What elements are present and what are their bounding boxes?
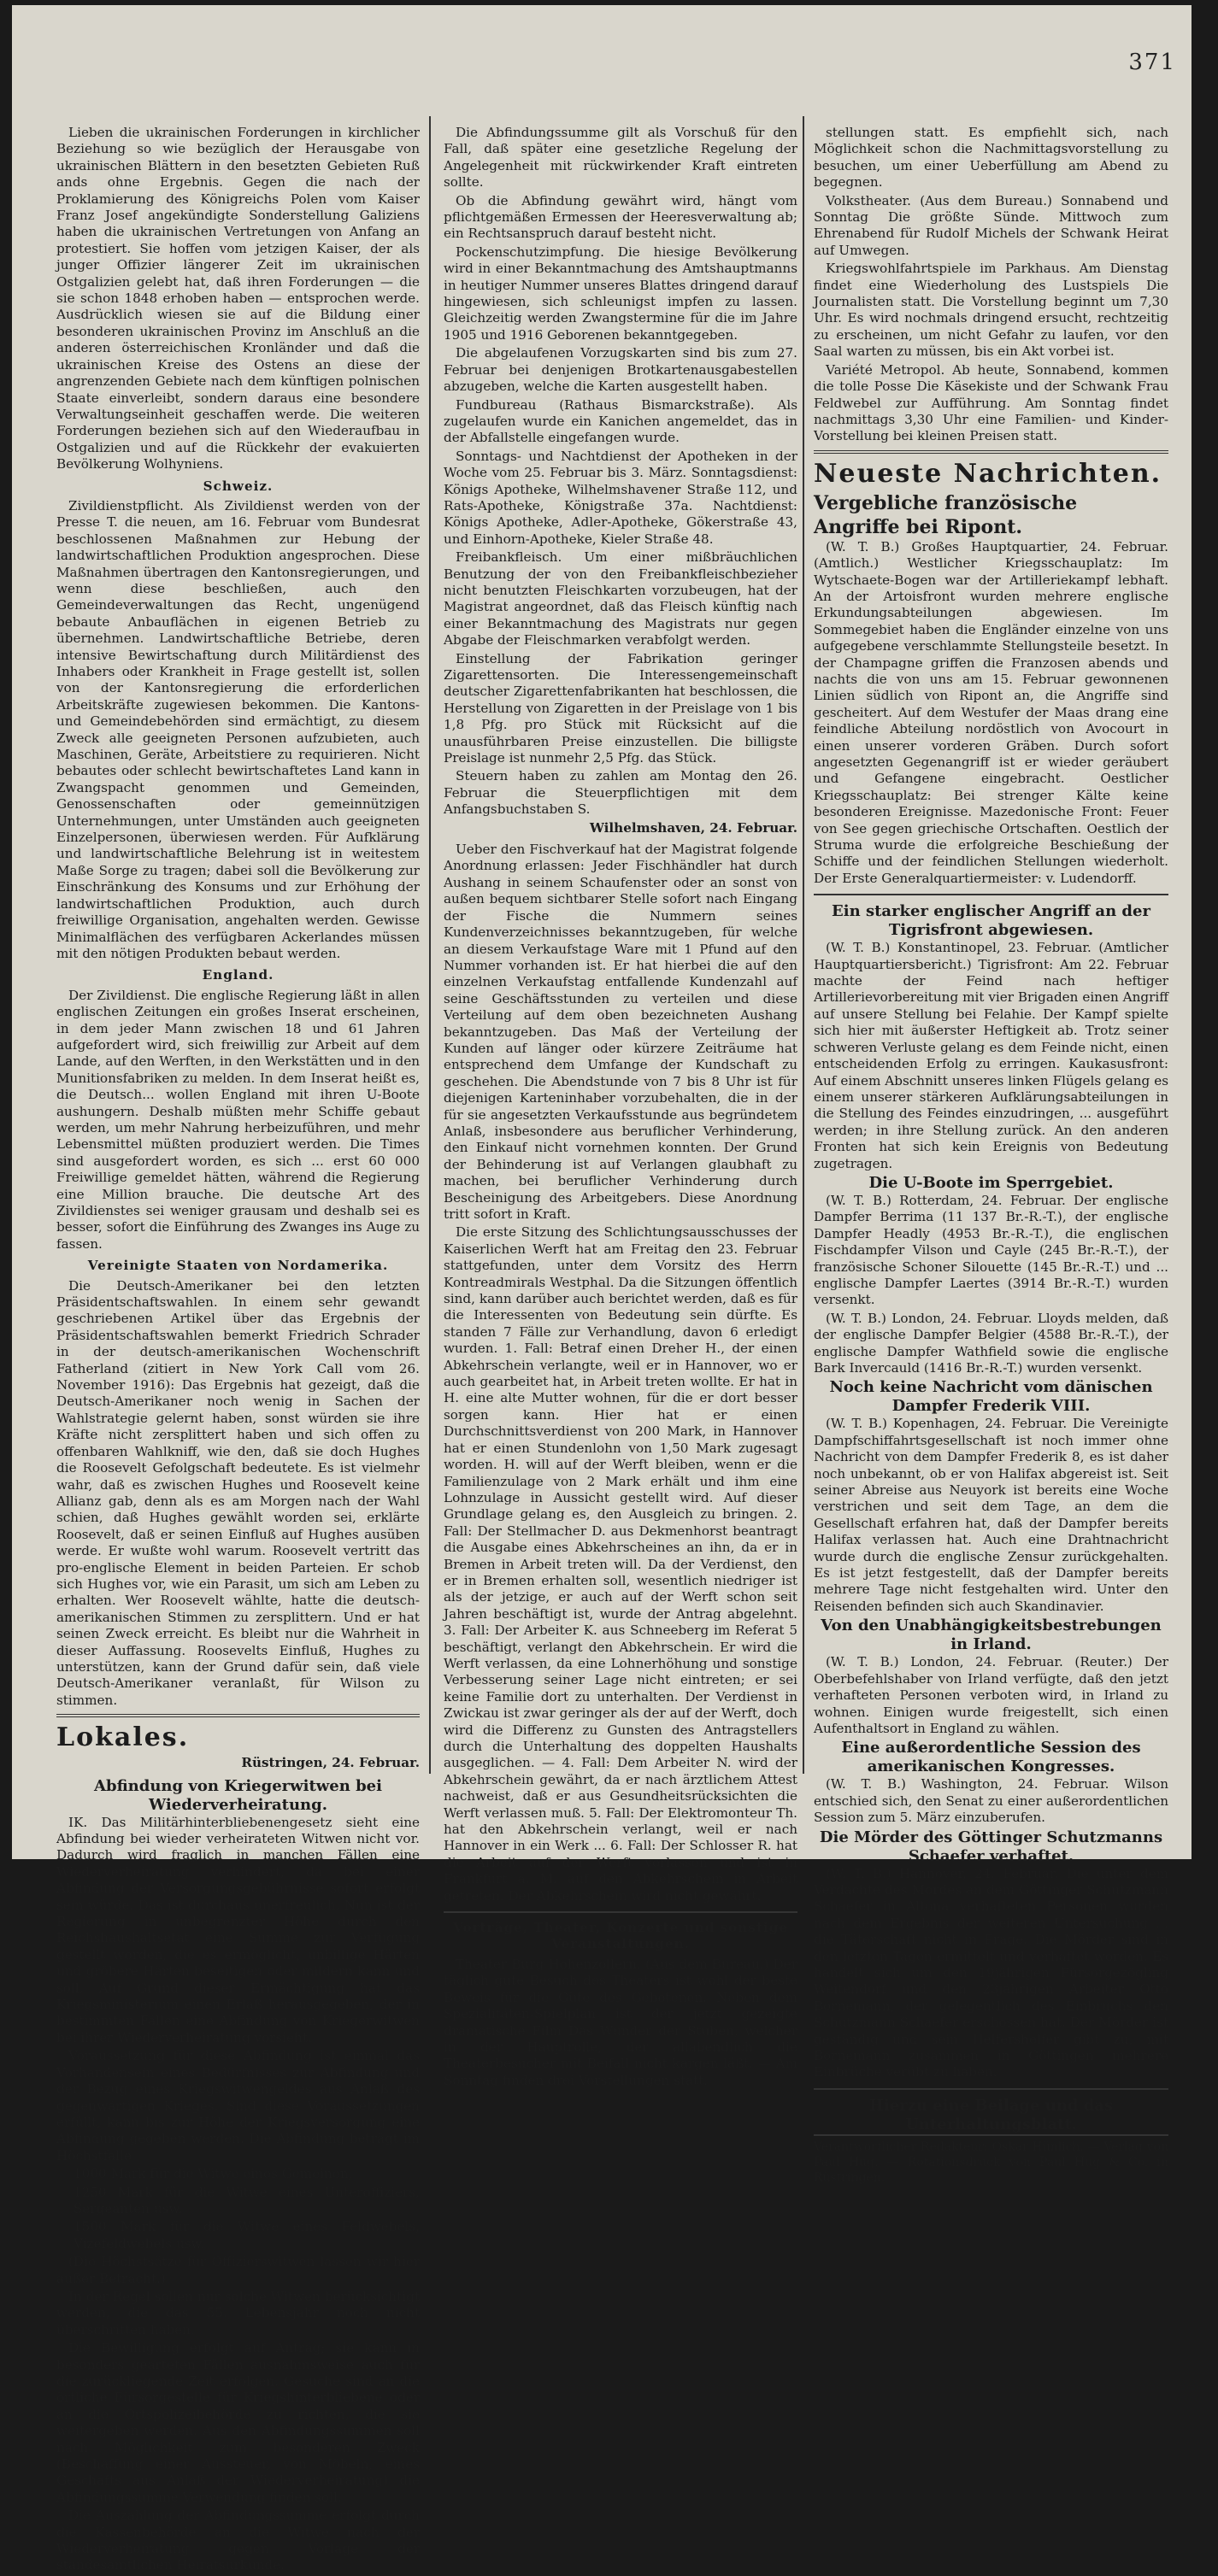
paragraph: In der Regel sollen nur solche Witwen berücksichtigt werden, die das 55. Lebensjahr noch nicht überschritten haben.	[56, 2288, 420, 2338]
divider	[814, 2088, 1168, 2090]
paragraph: Lieben die ukrainischen Forderungen in kirchlicher Beziehung so wie bezüglich der Herausgabe von ukrainischen Blättern in den besetzten Gebieten Ruß ands ohne Ergebnis. Gegen die nach der Proklamierung des Königreichs Polen vom Kaiser Franz Josef angekündigte Sonderstellung Galiziens haben die ukrainischen Vertretungen von Anfang an protestiert. Sie hoffen vom jetzigen Kaiser, der als junger Offizier längerer Zeit im ukrainischen Ostgalizien gelebt hat, daß ihren Forderungen — die sie schon 1848 erhoben haben — entsprochen werde. Ausdrücklich wiesen sie auf die Bildung einer besonderen ukrainischen Provinz im Anschluß an die anderen österreichischen Kronländer und daß die ukrainischen Kreise des Ostens an diese der angrenzenden Gebiete nach dem künftigen polnischen Staate einverleibt, sondern daraus eine besondere Verwaltungseinheit geschaffen werde. Die weiteren Forderungen beziehen sich auf den Wiederaufbau in Ostgalizien und auf die Rückkehr der evakuierten Bevölkerung Wolhyniens.	[56, 125, 420, 472]
paragraph: Freibankfleisch. Um einer mißbräuchlichen Benutzung der von den Freibankfleischbezieher nicht benutzten Fleischkarten vorzubeugen, hat der Magistrat angeordnet, daß das Fleisch künftig nach einer Bekanntmachung des Magistrats nur gegen Abgabe der Fleischmarken verabfolgt werden.	[444, 549, 797, 648]
divider	[814, 894, 1168, 895]
supplement-note: Hierzu eine Beilage und das Unterhaltungsblatt.	[868, 2096, 1114, 2133]
paragraph: Einstellung der Fabrikation geringer Zigarettensorten. Die Interessengemeinschaft deutscher Zigarettenfabrikanten hat beschlossen, die Herstellung von Zigaretten in der Preislage von 1 bis 1,8 Pfg. pro Stück mit Rücksicht auf die unausführbaren Preise einzustellen. Die billigste Preislage ist nunmehr 2,5 Pfg. das Stück.	[444, 650, 797, 766]
paragraph: Die erste Sitzung des Schlichtungsausschusses der Kaiserlichen Werft hat am Freitag den 23. Februar stattgefunden, unter dem Vorsitz des Herrn Kontreadmirals Westphal. Da die Sitzungen öffentlich sind, kann darüber auch berichtet werden, daß es für die Interessenten von Bedeutung sein dürfte. Es standen 7 Fälle zur Verhandlung, davon 6 erledigt wurden. 1. Fall: Betraf einen Dreher H., der einen Abkehrschein verlangte, weil er in Hannover, wo er auch gearbeitet hat, in Arbeit treten wollte. Er hat in H. eine alte Mutter wohnen, für die er dort besser sorgen kann. Hier hat er einen Durchschnittsverdienst von 200 Mark, in Hannover hat er einen Stundenlohn von 1,50 Mark zugesagt worden. H. will auf der Werft bleiben, wenn er die Familienzulage von 2 Mark erhält und ihm eine Lohnzulage in Aussicht gestellt wird. Auf dieser Grundlage gelang es, den Ausgleich zu bringen. 2. Fall: Der Stellmacher D. aus Dekmenhorst beantragt die Ausgabe eines Abkehrscheines an ihn, da er in Bremen in Arbeit treten will. Da der Verdienst, den er in Bremen erhalten soll, wesentlich niedriger ist als der jetzige, er auch auf der Werft schon seit Jahren beschäftigt ist, wurde der Antrag abgelehnt. 3. Fall: Der Arbeiter K. aus Schneeberg im Referat 5 beschäftigt, verlangt den Abkehrschein. Er wird die Werft verlassen, da eine Lohnerhöhung und sonstige Verbesserung seiner Lage nicht eintreten; er sei keine Familie dort zu unterhalten. Der Verdienst in Zwickau ist zwar geringer als der auf der Werft, doch wird die Differenz zu Gunsten des Antragstellers durch die Unterhaltung des doppelten Haushalts ausgeglichen. — 4. Fall: Dem Arbeiter N. wird der Abkehrschein gewährt, da er nach ärztlichem Attest nachweist, daß er aus Gesundheitsrücksichten die Werft verlassen muß. 5. Fall: Der Elektromonteur Th. hat den Abkehrschein verlangt, weil er nach Hannover in ein Werk ... 6. Fall: Der Schlosser R. hat die Arbeit auf der Werft verlassen und ist in Frankfurt a. M. auf den Abkehrschein in Arbeit getreten. Der Abkehrschein wird nicht gewährt.	[444, 1224, 797, 1904]
column-1	[56, 125, 420, 2576]
paragraph: Die abgelaufenen Vorzugskarten sind bis zum 27. Februar bei denjenigen Brotkartenausgabestellen abzugeben, welche die Karten ausgestellt haben.	[444, 345, 797, 395]
article-heading: Abfindung von Kriegerwitwen bei Wiederverheiratung.	[94, 1776, 382, 1814]
paragraph: Fundbureau (Rathaus Bismarckstraße). Als zugelaufen wurde ein Kanichen angemeldet, das in der Abfallstelle eingefangen wurde.	[444, 396, 797, 446]
paragraph: (W. T. B.) London, 24. Februar. Lloyds melden, daß der englische Dampfer Belgier (4588 Br.-R.-T.), der englische Dampfer Wathfield sowie die englische Bark Invercauld (1416 Br.-R.-T.) wurden versenkt.	[814, 1310, 1168, 1376]
section-heading: Vorträge, Theater, Konzerte und sonstige Veranstaltungen.	[453, 1920, 788, 1952]
paragraph: Voraussetzung für diese Abfindung ist einmal das Vorhandensein eines Bedürfnisses zur Abfindung und der Bezug eines Kriegswitwengeldes aus Anlaß des gegenwärtigen Krieges. Sind diese Voraussetzungen erfüllt, kann bis zur Höhe der Kriegsversorgung eine Abfindung gegeben werden. Die Abfindung beträgt im Höchstfalle	[56, 2048, 420, 2163]
section-title-neueste-nachrichten: Neueste Nachrichten.	[814, 458, 1162, 489]
article-heading: Noch keine Nachricht vom dänischen Dampfer Frederik VIII.	[829, 1378, 1153, 1416]
paragraph: Die Auszahlung der Abfindungssumme erfolgt durch die Kassenbehörde an die Witwe nach der Wiederverheiratung gegen Vorlage der standesamtlichen Heiratsurkunde.	[56, 2508, 420, 2573]
paragraph: Sonntags- und Nachtdienst der Apotheken in der Woche vom 25. Februar bis 3. März. Sonntagsdienst: Königs Apotheke, Wilhelmshavener Straße 112, und Rats-Apotheke, Königstraße 37a. Nachtdienst: Königs Apotheke, Adler-Apotheke, Gökerstraße 43, und Einhorn-Apotheke, Kieler Straße 48.	[444, 448, 797, 547]
paragraph: (W. T. B.) Washington, 24. Februar. Wilson entschied sich, den Senat zu einer außerordentlichen Session zum 5. März einzuberufen.	[814, 1776, 1168, 1826]
page-number: 371	[1128, 50, 1176, 75]
paragraph: (Die Höchstsätze für Offizierswitwen lassen wir hier außer Betracht.)	[56, 2254, 420, 2286]
article-heading: Ein starker englischer Angriff an der Tigrisfront abgewiesen.	[832, 902, 1150, 940]
paragraph: Theater Burg Hohenzollern. (Aus dem Bureau.) Der täglich gute Besuch des Theaters ist wohl der beste Beweis für die Güte des Gebotenen. Neben dem Spezialitäten-Spielplan ist der jetzt gezeigte dramatische Film Das Wunder der Stuben, welcher in der Hauptrolle, der allabendlich die Theaterbesucher mit Beifall nicht kargen läßt. — Am Sonntag finden drei Vorstellungen statt.	[444, 1956, 797, 2088]
column-divider	[803, 116, 804, 1774]
paragraph: Der Zivildienst. Die englische Regierung läßt in allen englischen Zeitungen ein großes Inserat erscheinen, in dem jeder Mann zwischen 18 und 61 Jahren aufgefordert wird, sich freiwillig zur Arbeit auf dem Lande, auf den Werften, in den Werkstätten und in den Munitionsfabriken zu melden. In dem Inserat heißt es, die Deutsch... wollen England mit ihren U-Boote aushungern. Deshalb müßten mehr Schiffe gebaut werden, um mehr Nahrung herbeizuführen, und mehr Lebensmittel müßten produziert werden. Die Times sind ausgefordert worden, es sich ... erst 60 000 Freiwillige gemeldet hätten, während die Regierung eine Million brauche. Die deutsche Art des Zivildienstes sei weniger grausam und deshalb sei es besser, sofort die Einführung des Zwanges ins Auge zu fassen.	[56, 987, 420, 1252]
paragraph: Ueber den Fischverkauf hat der Magistrat folgende Anordnung erlassen: Jeder Fischhändler hat durch Aushang in seinem Schaufenster oder an sonst von außen bequem sichtbarer Stelle sofort nach Eingang der Fische die Nummern seines Kundenverzeichnisses bekanntzugeben, für welche an diesem Verkaufstage Ware mit 1 Pfund auf den Nummer vorhanden ist. Er hat hierbei die auf den einzelnen Verkaufstag entfallende Kundenzahl auf seine Geschäftsstunden zu verteilen und diese Verteilung auf dem oben bezeichneten Aushang bekanntzugeben. Das Maß der Verteilung der Kunden auf länger oder kürzere Zeiträume hat entsprechend dem Umfange der Kundschaft zu geschehen. Die Abendstunde von 7 bis 8 Uhr ist für diejenigen Karteninhaber vorzubehalten, die in der für sie angesetzten Verkaufsstunde aus begründetem Anlaß, insbesondere aus beruflicher Verhinderung, den Einkauf nicht vornehmen konnten. Der Grund der Behinderung ist auf Verlangen glaubhaft zu machen, bei beruflicher Verhinderung durch Bescheinigung des Arbeitgebers. Diese Anordnung tritt sofort in Kraft.	[444, 842, 797, 1222]
column-divider	[429, 116, 431, 1774]
list-item: 1000 Mark für die Witwe eines Gemeinen,	[74, 2166, 353, 2182]
paragraph: (W. T. B.) Rotterdam, 24. Februar. Der englische Dampfer Berrima (11 137 Br.-R.-T.), der englische Dampfer Headly (4953 Br.-R.-T.), die englischen Fischdampfer Vilson und Cayle (245 Br.-R.-T.), der französische Schoner Silouette (145 Br.-R.-T.) und ... englische Dampfer Laertes (3914 Br.-R.-T.) wurden versenkt.	[814, 1192, 1168, 1308]
list-item: 1250 Mark für die Witwe eines Unteroffiziers, Sergeanten usw.	[74, 2184, 420, 2216]
paragraph: Variété Metropol. Ab heute, Sonnabend, kommen die tolle Posse Die Käsekiste und der Schwank Frau Feldwebel zur Aufführung. Am Sonntag findet nachmittags 3,30 Uhr eine Familien- und Kinder-Vorstellung bei kleinen Preisen statt.	[814, 361, 1168, 444]
paragraph: Die Deutsch-Amerikaner bei den letzten Präsidentschaftswahlen. In einem sehr gewandt geschriebenen Artikel über das Ergebnis der Präsidentschaftswahlen bemerkt Friedrich Schrader in der deutsch-amerikanischen Wochenschrift Fatherland (zitiert in New York Call vom 26. November 1916): Das Ergebnis hat gezeigt, daß die Deutsch-Amerikaner noch wenig in Sachen der Wahlstrategie gelernt haben, sonst würden sie ihre Kräfte nicht zersplittert haben und sich offen zu offenbaren Wahlkniff, wie den, daß sie doch Hughes die Roosevelt Gefolgschaft bedeutete. Es ist vielmehr wahr, daß es zwischen Hughes und Roosevelt keine Allianz gab, denn als es am Morgen nach der Wahl schien, daß Hughes gewählt worden sei, erklärte Roosevelt, daß er seinen Einfluß auf Hughes ausüben werde. Er wußte wohl warum. Roosevelt vertritt das pro-englische Element in beiden Parteien. Er schob sich Hughes vor, wie ein Parasit, um sich am Leben zu erhalten. Wer Roosevelt wählte, hatte die deutsch-amerikanischen Stimmen zu zersplittern. Und er hat seinen Zweck erreicht. Es bleibt nur die Wahrheit in dieser Auffassung. Roosevelts Einfluß, Hughes zu unterstützen, kann der Grund dafür sein, daß viele Deutsch-Amerikaner veranlaßt, für Wilson zu stimmen.	[56, 1277, 420, 1708]
paragraph: Steuern haben zu zahlen am Montag den 26. Februar die Steuerpflichtigen mit dem Anfangsbuchstaben S.	[444, 768, 797, 818]
article-heading: Eine außerordentliche Session des amerikanischen Kongresses.	[841, 1739, 1141, 1776]
divider	[56, 1714, 420, 1717]
divider	[814, 450, 1168, 454]
section-title-lokales: Lokales.	[56, 1722, 190, 1753]
paragraph: (W. T. B.) London, 24. Februar. (Reuter.) Der Oberbefehlshaber von Irland verfügte, daß den jetzt verhafteten Personen verboten wird, in Irland zu wohnen. Einigen wurde freigestellt, sich einen Aufenthaltsort in England zu wählen.	[814, 1654, 1168, 1736]
article-heading: Die U-Boote im Sperrgebiet.	[868, 1173, 1114, 1192]
paragraph: Kriegswohlfahrtspiele im Parkhaus. Am Dienstag findet eine Wiederholung des Lustspiels Die Journalisten statt. Die Vorstellung beginnt um 7,30 Uhr. Es wird nochmals dringend ersucht, rechtzeitig zu erscheinen, um nicht Gefahr zu laufen, vor den Saal warten zu müssen, bis ein Akt vorbei ist.	[814, 261, 1168, 360]
article-heading: Die Mörder des Göttinger Schutzmanns Schaefer verhaftet.	[819, 1828, 1163, 1865]
paragraph: (W. T. B.) Kopenhagen, 24. Februar. Die Vereinigte Dampfschiffahrtsgesellschaft ist noch immer ohne Nachricht von dem Dampfer Frederik 8, es ist daher noch unbekannt, ob er von Halifax abgereist ist. Seit seiner Abreise aus Neuyork ist bereits eine Woche verstrichen und seit dem Tage, an dem die Gesellschaft erfahren hat, daß der Dampfer bereits Halifax verlassen hat. Auch eine Drahtnachricht wurde durch die englische Zensur zurückgehalten. Es ist jetzt festgestellt, daß der Dampfer bereits mehrere Tage nicht festgehalten wird. Unter den Reisenden befinden sich auch Skandinavier.	[814, 1416, 1168, 1614]
paragraph: Die Abfindungssumme gilt als Vorschuß für den Fall, daß später eine gesetzliche Regelung der Angelegenheit mit rückwirkender Kraft eintreten sollte.	[444, 125, 797, 191]
section-heading: Schweiz.	[203, 478, 274, 494]
paragraph: (W. T. B.) Hannover, 24. Februar. Die unter dem Verdachte des Mordes an dem Göttinger Schutzmann Schaefer in Altona verhafteten Personen wurden nach dem Ergebnis der weiteren Untersuchung ... die Täterschaft nicht in Frage. Die Mörder sind in den letzten Tagen ermittelt und verhaftet worden. Es handelt sich um den 19jährigen Fürsorgezögling Weitendorf und den 23jährigen Arbeiter Otto Bornemann, der gelegentlich des Einbruchs den Schutzmann Schaefer erschossen hat. Der Mörder ist geständig und sein Helfershelfer gibt zu, mit Bornemann zusammen in Göttingen mehrere Einbrüche verübt zu haben.	[814, 1865, 1168, 2080]
newspaper-page	[12, 5, 1192, 2573]
paragraph: IK. Das Militärhinterbliebenengesetz sieht eine Abfindung bei wieder verheirateten Witwen nicht vor. Dadurch wird fraglich in manchen Fällen eine Wiederverheiratung verhindert, da bei einer Abfindung der Versorgungsgebührnisse sofort erfolgt sein würde. Das ist durchaus unerfreulich. Nun ist der Regierung in unbegrenzter Höhe durch den Reichshaushaltsetat eine Summe zur Verfügung gestellt worden, die es ermöglicht, unbillige Härten und gröbere Härten beseitigen oder mildern kann und soll. Auf Grund dieser Ermächtigung hat das Kriegsministerium einen Erlaß herausgegeben, der in bestimmten Fällen eine Abfindung von Kriegerwitwen bei ihrer Wiederverheiratung vorsieht.	[56, 1814, 420, 2045]
paragraph: stellungen statt. Es empfiehlt sich, nach Möglichkeit schon die Nachmittagsvorstellung zu besuchen, um einer Ueberfüllung am Abend zu begegnen.	[814, 125, 1168, 191]
imprint: Verantwortlicher Redakteur: Oskar Hünlich. — Verlag von Paul Hug. — Rotationsdruck von Paul Hug & Co. in Rüstringen.	[814, 2134, 1168, 2186]
dateline: Rüstringen, 24. Februar.	[241, 1755, 420, 1771]
column-3	[814, 125, 1168, 2186]
paragraph: (W. T. B.) Konstantinopel, 23. Februar. (Amtlicher Hauptquartiersbericht.) Tigrisfront: Am 22. Februar machte der Feind nach heftiger Artillerievorbereitung mit vier Brigaden einen Angriff auf unsere Stellung bei Felahie. Der Kampf spielte sich hier mit äußerster Heftigkeit ab. Trotz seiner schweren Verluste gelang es dem Feinde nicht, einen entscheidenden Erfolg zu erringen. Kaukasusfront: Auf einem Abschnitt unseres linken Flügels gelang es einem unserer stärkeren Aufklärungsabteilungen in die Stellung des Feindes einzudringen, ... ausgeführt werden; in ihre Stellung zurück. An den anderen Fronten hat sich kein Ereignis von Bedeutung zugetragen.	[814, 940, 1168, 1171]
article-heading: Vergebliche französische Angriffe bei Ripont.	[814, 491, 1078, 538]
paragraph: Die Bewilligung erfolgt auf Antrag; sie kann in besonders gearteten Fällen ausnahmsweise auch für die zurückliegende Zeit erfolgen. Gesuche sind an die örtliche Fürsorgestelle für Kriegshinterbliebene oder an die Ortspolizeibehörde zu richten, die sie weitergeben werden. Aus den Abfindungssummen soll nach Möglichkeit zum besonderen Zweck (Beschaffung einer Aussteuer, von Möbeln, eines Geschäfts aus Anlaß der Wiederverheiratung) die Abfindungssumme Verwendung finden soll.	[56, 2340, 420, 2505]
dateline: Wilhelmshaven, 24. Februar.	[589, 819, 797, 836]
article-heading: Von den Unabhängigkeitsbestrebungen in Irland.	[821, 1617, 1162, 1654]
section-heading: England.	[202, 967, 274, 983]
paragraph: Ob die Abfindung gewährt wird, hängt vom pflichtgemäßen Ermessen der Heeresverwaltung ab; ein Rechtsanspruch darauf besteht nicht.	[444, 192, 797, 242]
paragraph: Pockenschutzimpfung. Die hiesige Bevölkerung wird in einer Bekanntmachung des Amtshauptmanns in heutiger Nummer unseres Blattes dringend darauf hingewiesen, sich schleunigst impfen zu lassen. Gleichzeitig werden Zwangstermine für die im Jahre 1905 und 1916 Geborenen bekanntgegeben.	[444, 244, 797, 343]
divider	[444, 1911, 797, 1913]
section-heading: Vereinigte Staaten von Nordamerika.	[87, 1258, 389, 1274]
paragraph: (W. T. B.) Großes Hauptquartier, 24. Februar. (Amtlich.) Westlicher Kriegsschauplatz: Im Wytschaete-Bogen war der Artilleriekampf lebhaft. An der Artoisfront wurden mehrere englische Erkundungsabteilungen abgewiesen. Im Sommegebiet haben die Engländer einzelne von uns aufgegebene verschlammte Stellungsteile besetzt. In der Champagne griffen die Franzosen abends und nachts die von uns am 15. Februar gewonnenen Linien südlich von Ripont an, die Angriffe sind gescheitert. Auf dem Westufer der Maas drang eine feindliche Abteilung nordöstlich von Avocourt in einen unserer vorderen Gräben. Durch sofort angesetzten Gegenangriff ist er wieder geräubert und Gefangene eingebracht. Oestlicher Kriegsschauplatz: Bei strenger Kälte keine besonderen Ereignisse. Mazedonische Front: Feuer von See gegen griechische Ortschaften. Oestlich der Struma wurde die erfolgreiche Beschießung der Schiffe und der feindlichen Stellungen wiederholt. Der Erste Generalquartiermeister: v. Ludendorff.	[814, 538, 1168, 886]
paragraph: Volkstheater. (Aus dem Bureau.) Sonnabend und Sonntag Die größte Sünde. Mittwoch zum Ehrenabend für Rudolf Michels der Schwank Heirat auf Umwegen.	[814, 192, 1168, 258]
list-item: 1500 Mark für die Witwe eines Feldwebels, Vizefeldwebels usw.	[74, 2219, 420, 2251]
paragraph: Zivildienstpflicht. Als Zivildienst werden von der Presse T. die neuen, am 16. Februar vom Bundesrat beschlossenen Maßnahmen zur Hebung der landwirtschaftlichen Produktion angesprochen. Diese Maßnahmen übertragen den Kantonsregierungen, und wenn diese beschließen, auch den Gemeindeverwaltungen das Recht, ungenügend bebaute Anbauflächen in eigenen Betrieb zu übernehmen. Landwirtschaftliche Betriebe, deren intensive Bewirtschaftung durch Militärdienst des Inhabers oder Krankheit in Frage gestellt ist, sollen von der Kantonsregierung die erforderlichen Arbeitskräfte zugewiesen bekommen. Die Kantons- und Gemeindebehörden sind ermächtigt, zu diesem Zweck alle geeigneten Personen aufzubieten, auch Maschinen, Geräte, Arbeitstiere zu requirieren. Nicht bebautes oder schlecht bewirtschaftetes Land kann in Zwangspacht genommen und Gemeinden, Genossenschaften oder gemeinnützigen Unternehmungen, unter Umständen auch geeigneten Einzelpersonen, überwiesen werden. Für Aufklärung und landwirtschaftliche Belehrung ist in weitestem Maße Sorge zu tragen; dabei soll die Bevölkerung zur Einschränkung des Konsums und zur Erhöhung der landwirtschaftlichen Produktion, auch durch freiwillige Organisation, angehalten werden. Gewisse Minimalflächen des verfügbaren Ackerlandes müssen mit den nötigen Produkten bebaut werden.	[56, 497, 420, 961]
column-2	[444, 125, 797, 2091]
